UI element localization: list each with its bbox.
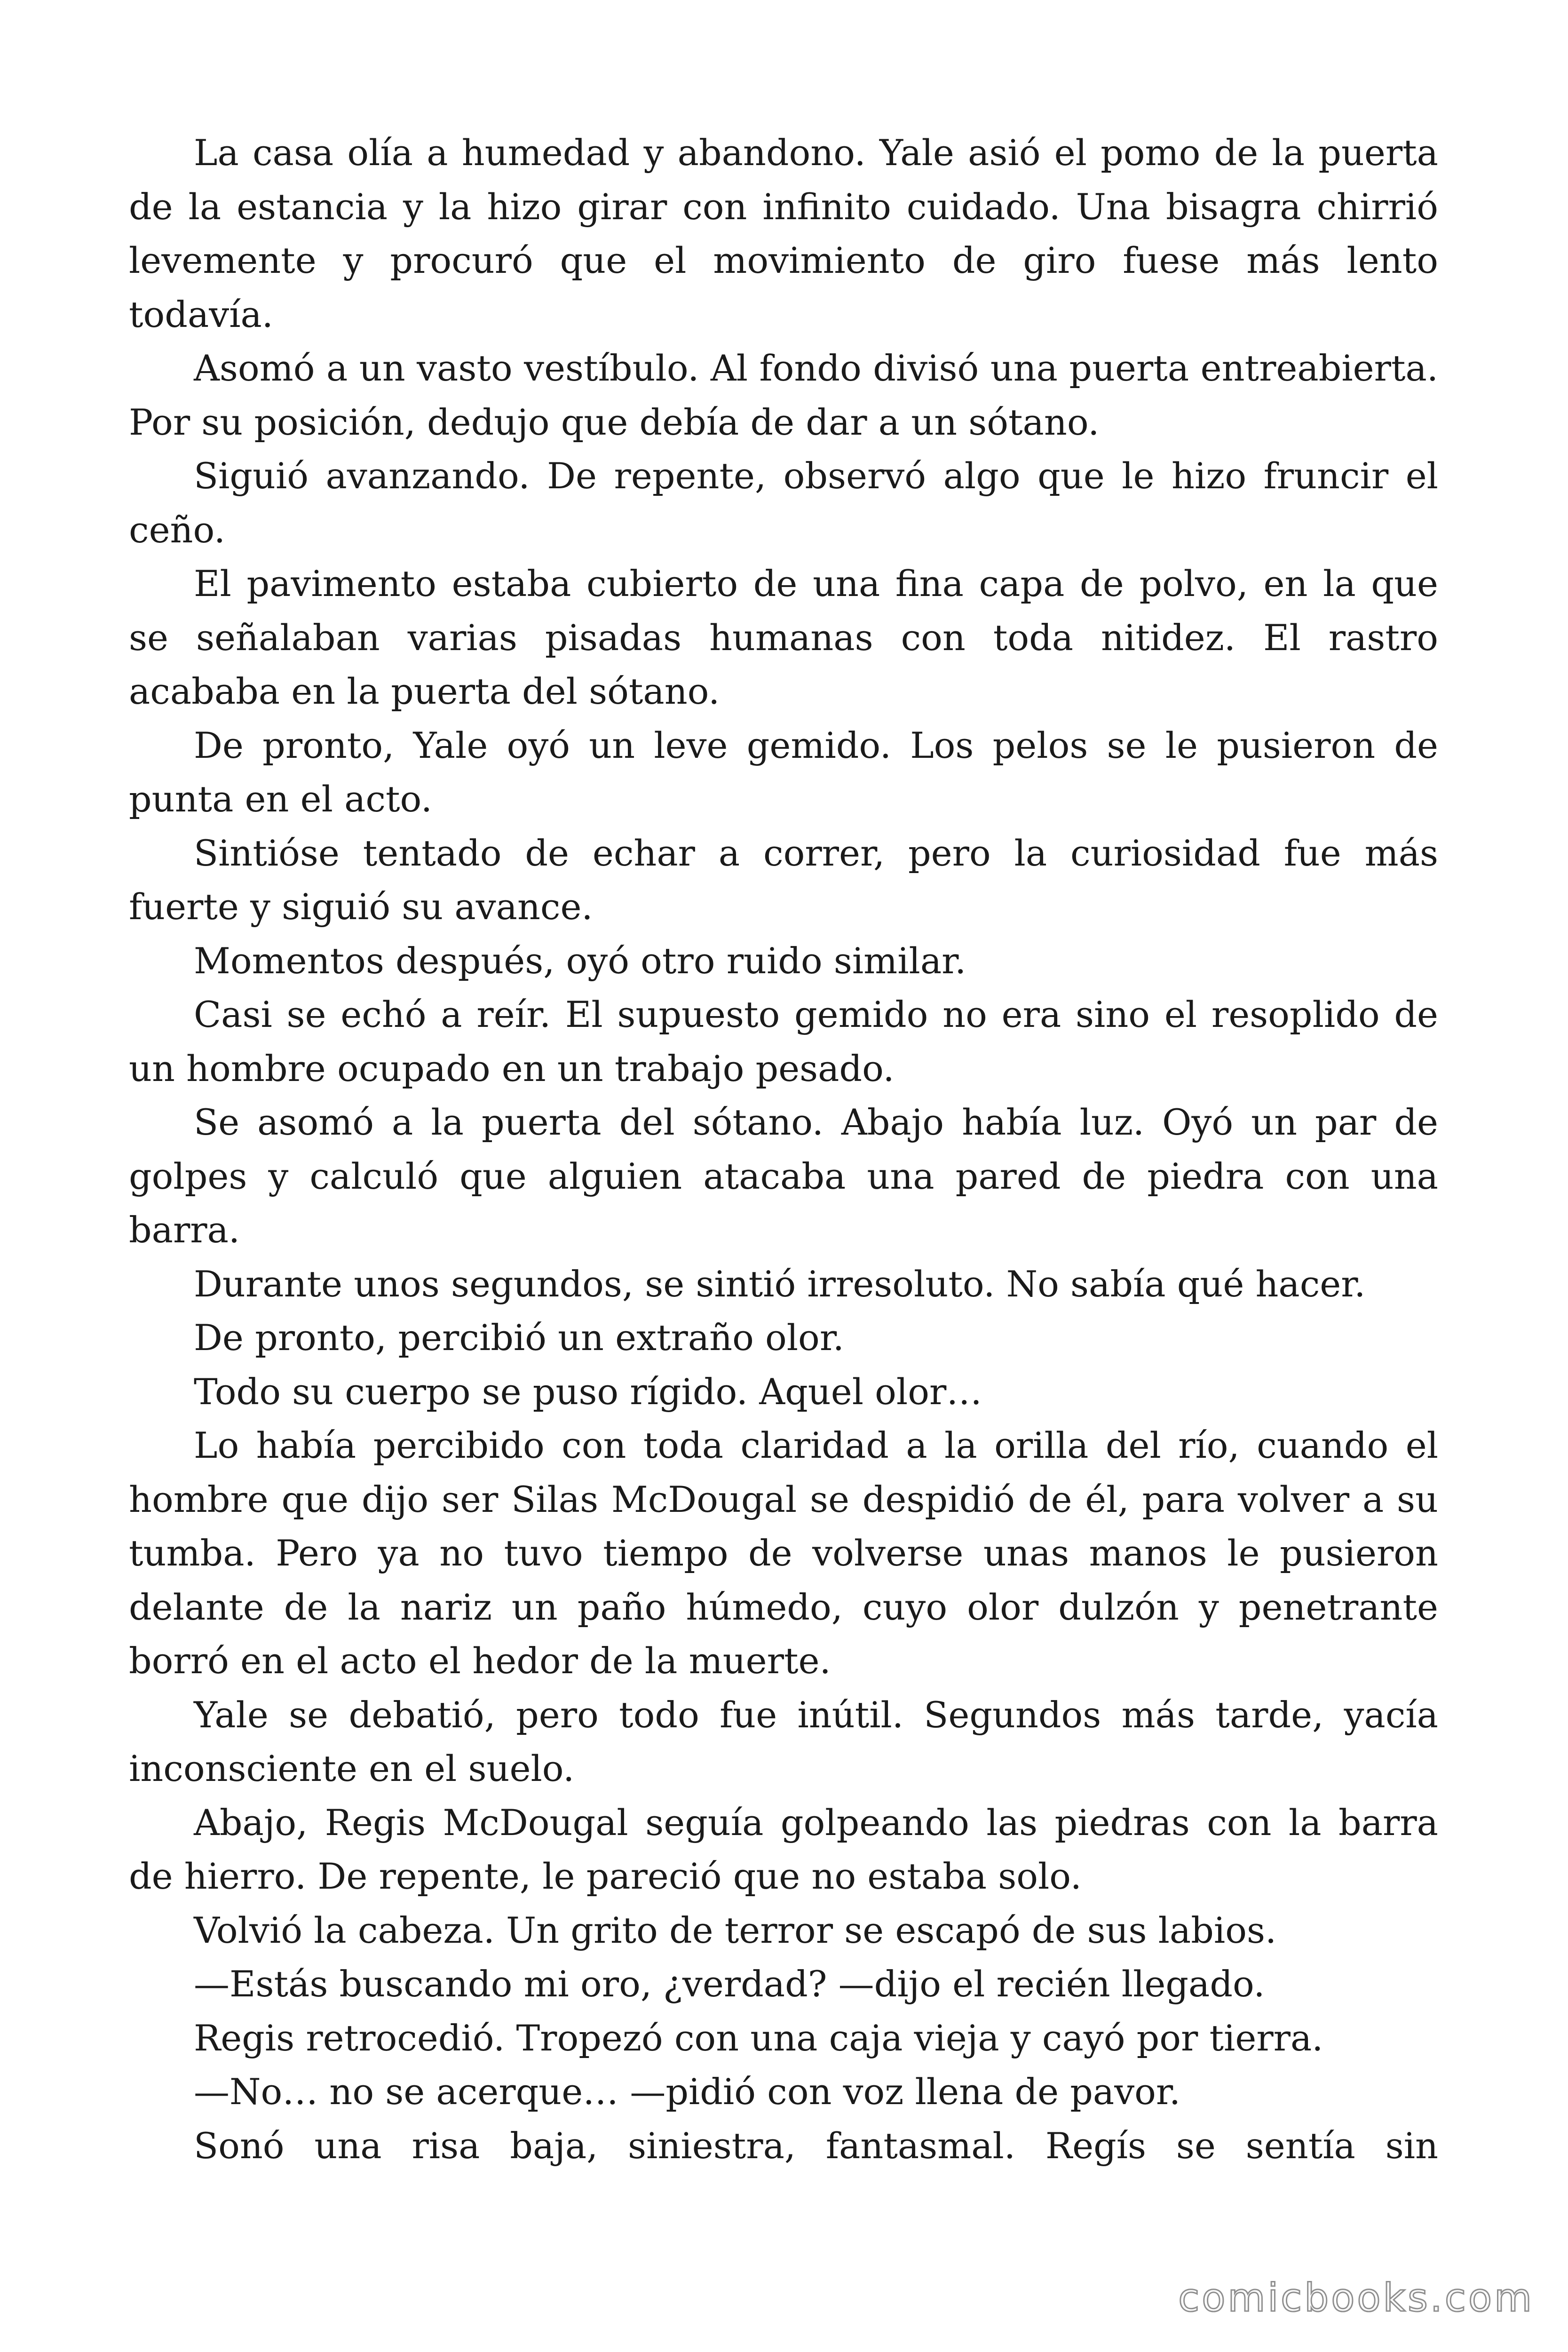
paragraph: Lo había percibido con toda claridad a la orilla del río, cuando el hombre que dijo ser Silas McDougal se despidió de él, para volver a su tumba. Pero ya no tuvo tiempo de volverse unas manos le pusieron delante de la nariz un paño húmedo, cuyo olor dulzón y penetrante borró en el acto el hedor de la muerte. [129, 1424, 1438, 1682]
paragraph: La casa olía a humedad y abandono. Yale asió el pomo de la puerta de la estancia y la hizo girar con infinito cuidado. Una bisagra chirrió levemente y procuró que el movimiento de giro fuese más lento todavía. [129, 132, 1438, 335]
paragraph: Regis retrocedió. Tropezó con una caja vieja y cayó por tierra. [194, 2017, 1323, 2059]
paragraph: Todo su cuerpo se puso rígido. Aquel olor… [194, 1370, 982, 1413]
paragraph: Se asomó a la puerta del sótano. Abajo había luz. Oyó un par de golpes y calculó que alguien atacaba una pared de piedra con una barra. [129, 1101, 1438, 1251]
paragraph-last: Sonó una risa baja, siniestra, fantasmal. Regís se sentía sin [194, 2124, 1438, 2167]
watermark-text: comicbooks.com [1178, 2276, 1534, 2320]
paragraph: De pronto, percibió un extraño olor. [194, 1317, 844, 1359]
paragraph: —No… no se acerque… —pidió con voz llena de pavor. [194, 2071, 1181, 2113]
paragraph: Siguió avanzando. De repente, observó algo que le hizo fruncir el ceño. [129, 455, 1438, 551]
paragraph: De pronto, Yale oyó un leve gemido. Los pelos se le pusieron de punta en el acto. [129, 724, 1438, 820]
paragraph: Durante unos segundos, se sintió irresoluto. No sabía qué hacer. [194, 1263, 1366, 1305]
paragraph: Volvió la cabeza. Un grito de terror se escapó de sus labios. [194, 1909, 1277, 1951]
paragraph: El pavimento estaba cubierto de una fina capa de polvo, en la que se señalaban varias pisadas humanas con toda nitidez. El rastro acababa en la puerta del sótano. [129, 563, 1438, 712]
paragraph: Asomó a un vasto vestíbulo. Al fondo divisó una puerta entreabierta. Por su posición, dedujo que debía de dar a un sótano. [129, 347, 1438, 443]
paragraph: Momentos después, oyó otro ruido similar. [194, 939, 966, 982]
body-text [129, 126, 1438, 2173]
paragraph: Yale se debatió, pero todo fue inútil. Segundos más tarde, yacía inconsciente en el suelo. [129, 1693, 1438, 1789]
paragraph: Casi se echó a reír. El supuesto gemido no era sino el resoplido de un hombre ocupado en un trabajo pesado. [129, 993, 1438, 1089]
paragraph: —Estás buscando mi oro, ¿verdad? —dijo el recién llegado. [194, 1963, 1265, 2005]
paragraph: Abajo, Regis McDougal seguía golpeando las piedras con la barra de hierro. De repente, le pareció que no estaba solo. [129, 1801, 1438, 1897]
paragraph: Sintióse tentado de echar a correr, pero la curiosidad fue más fuerte y siguió su avance. [129, 832, 1438, 928]
